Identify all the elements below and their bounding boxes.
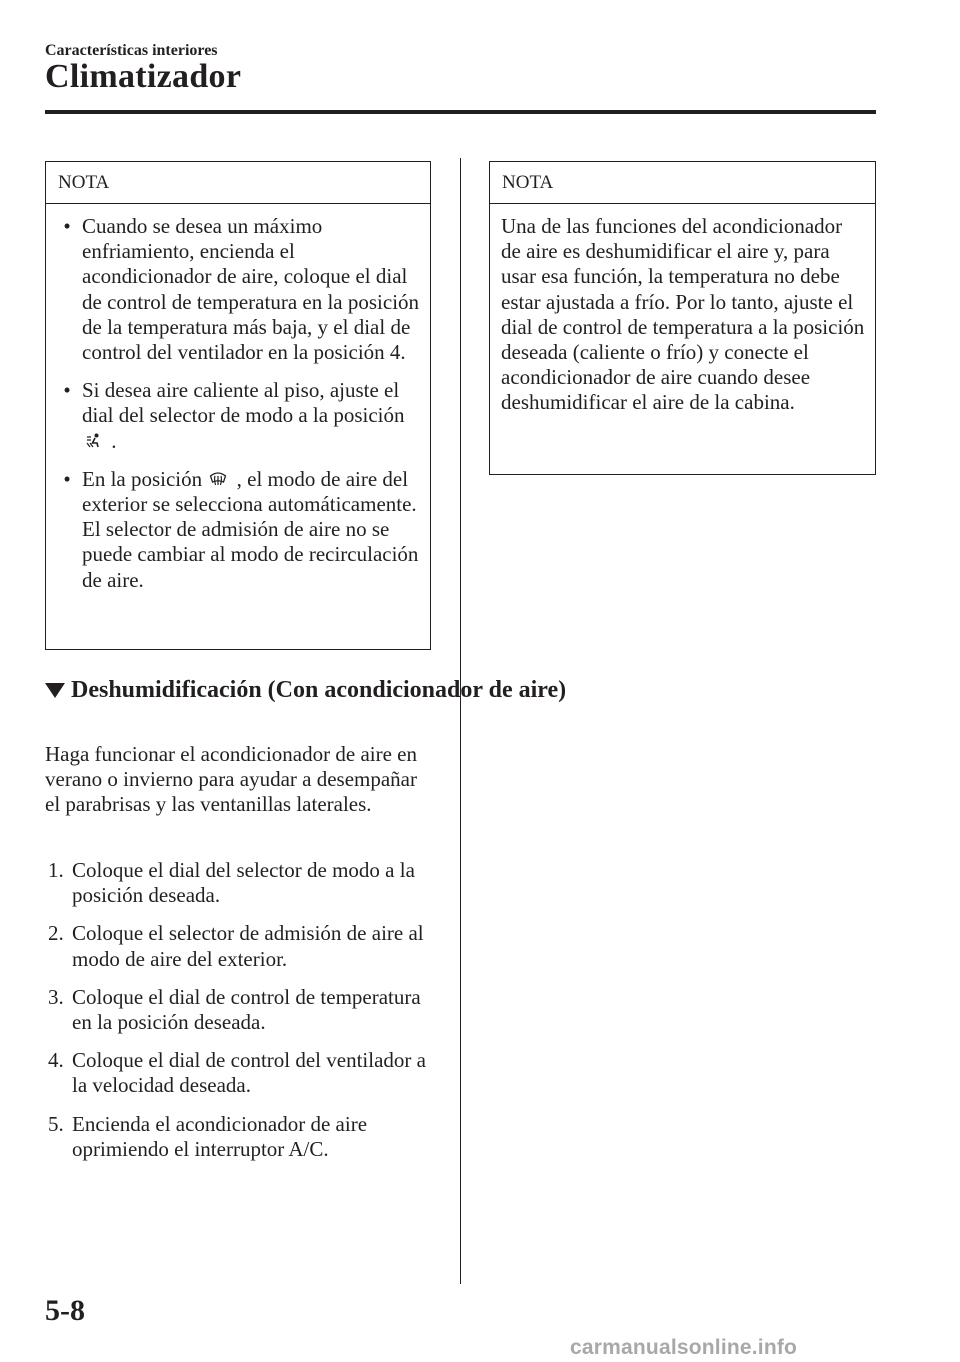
note-item-text: Si desea aire caliente al piso, ajuste el dial del selector de modo a la posición [82, 378, 405, 428]
list-item [45, 985, 437, 1035]
note-item-text: , el modo de aire del exterior se selecciona automáticamente. El selector de admisión de aire no se puede cambiar al modo de recirculación de aire. [82, 466, 419, 592]
bullet-icon: • [63, 214, 71, 238]
steps-list [45, 858, 437, 1175]
note-item-text: . [111, 428, 117, 453]
note-label: NOTA [490, 162, 875, 204]
list-item [45, 1112, 437, 1162]
note-box-left [45, 161, 431, 650]
subsection-heading-text: Deshumidificación (Con acondicionador de aire) [71, 677, 567, 703]
bullet-icon: • [63, 378, 71, 403]
triangle-marker-icon [45, 683, 65, 698]
step-number: 1. [48, 858, 64, 882]
column-divider [460, 158, 461, 1284]
floor-mode-icon [84, 433, 102, 449]
step-number: 4. [48, 1048, 64, 1073]
page-number: 5-8 [45, 1294, 85, 1327]
list-item [45, 921, 437, 971]
note-item-text: En la posición [82, 466, 203, 491]
title-rule [45, 110, 876, 114]
step-text: Coloque el dial de control de temperatura en la posición deseada. [72, 984, 421, 1035]
note-bullet-item [58, 467, 422, 593]
note-body: Una de las funciones del acondicionador de aire es deshumidificar el aire y, para usar esa función, la temperatura no debe estar ajustada a frío. Por lo tanto, ajuste el dial de control de temperatura a la posición deseada (caliente o frío) y conecte el acondicionador de aire cuando desee deshumidificar el aire de la cabina. [501, 214, 865, 415]
bullet-icon: • [63, 466, 71, 491]
note-item-text: Cuando se desea un máximo enfriamiento, encienda el acondicionador de aire, coloque el dial de control de temperatura en la posición de la temperatura más baja, y el dial de control del ventilador en la posición 4. [82, 214, 420, 365]
note-body [46, 204, 430, 593]
section-label: Características interiores [45, 42, 218, 59]
intro-paragraph: Haga funcionar el acondicionador de aire en verano o invierno para ayudar a desempañar el parabrisas y las ventanillas laterales. [45, 742, 417, 817]
defroster-mode-icon [209, 471, 227, 487]
list-item [45, 1048, 437, 1098]
step-text: Coloque el dial del selector de modo a la posición deseada. [72, 858, 415, 908]
page-title: Climatizador [45, 58, 242, 95]
step-number: 5. [48, 1111, 64, 1136]
note-label: NOTA [46, 162, 430, 204]
step-text: Coloque el dial de control del ventilador a la velocidad deseada. [72, 1048, 426, 1098]
subsection-heading [45, 676, 566, 704]
note-box-right [489, 161, 876, 475]
step-number: 2. [48, 921, 64, 946]
note-bullet-item [58, 378, 422, 454]
list-item [45, 858, 437, 908]
watermark-link[interactable]: carmanualsonline.info [570, 1336, 798, 1359]
note-bullet-item [58, 214, 422, 365]
step-number: 3. [48, 984, 64, 1009]
step-text: Encienda el acondicionador de aire oprimiendo el interruptor A/C. [72, 1111, 368, 1161]
step-text: Coloque el selector de admisión de aire al modo de aire del exterior. [72, 921, 424, 971]
